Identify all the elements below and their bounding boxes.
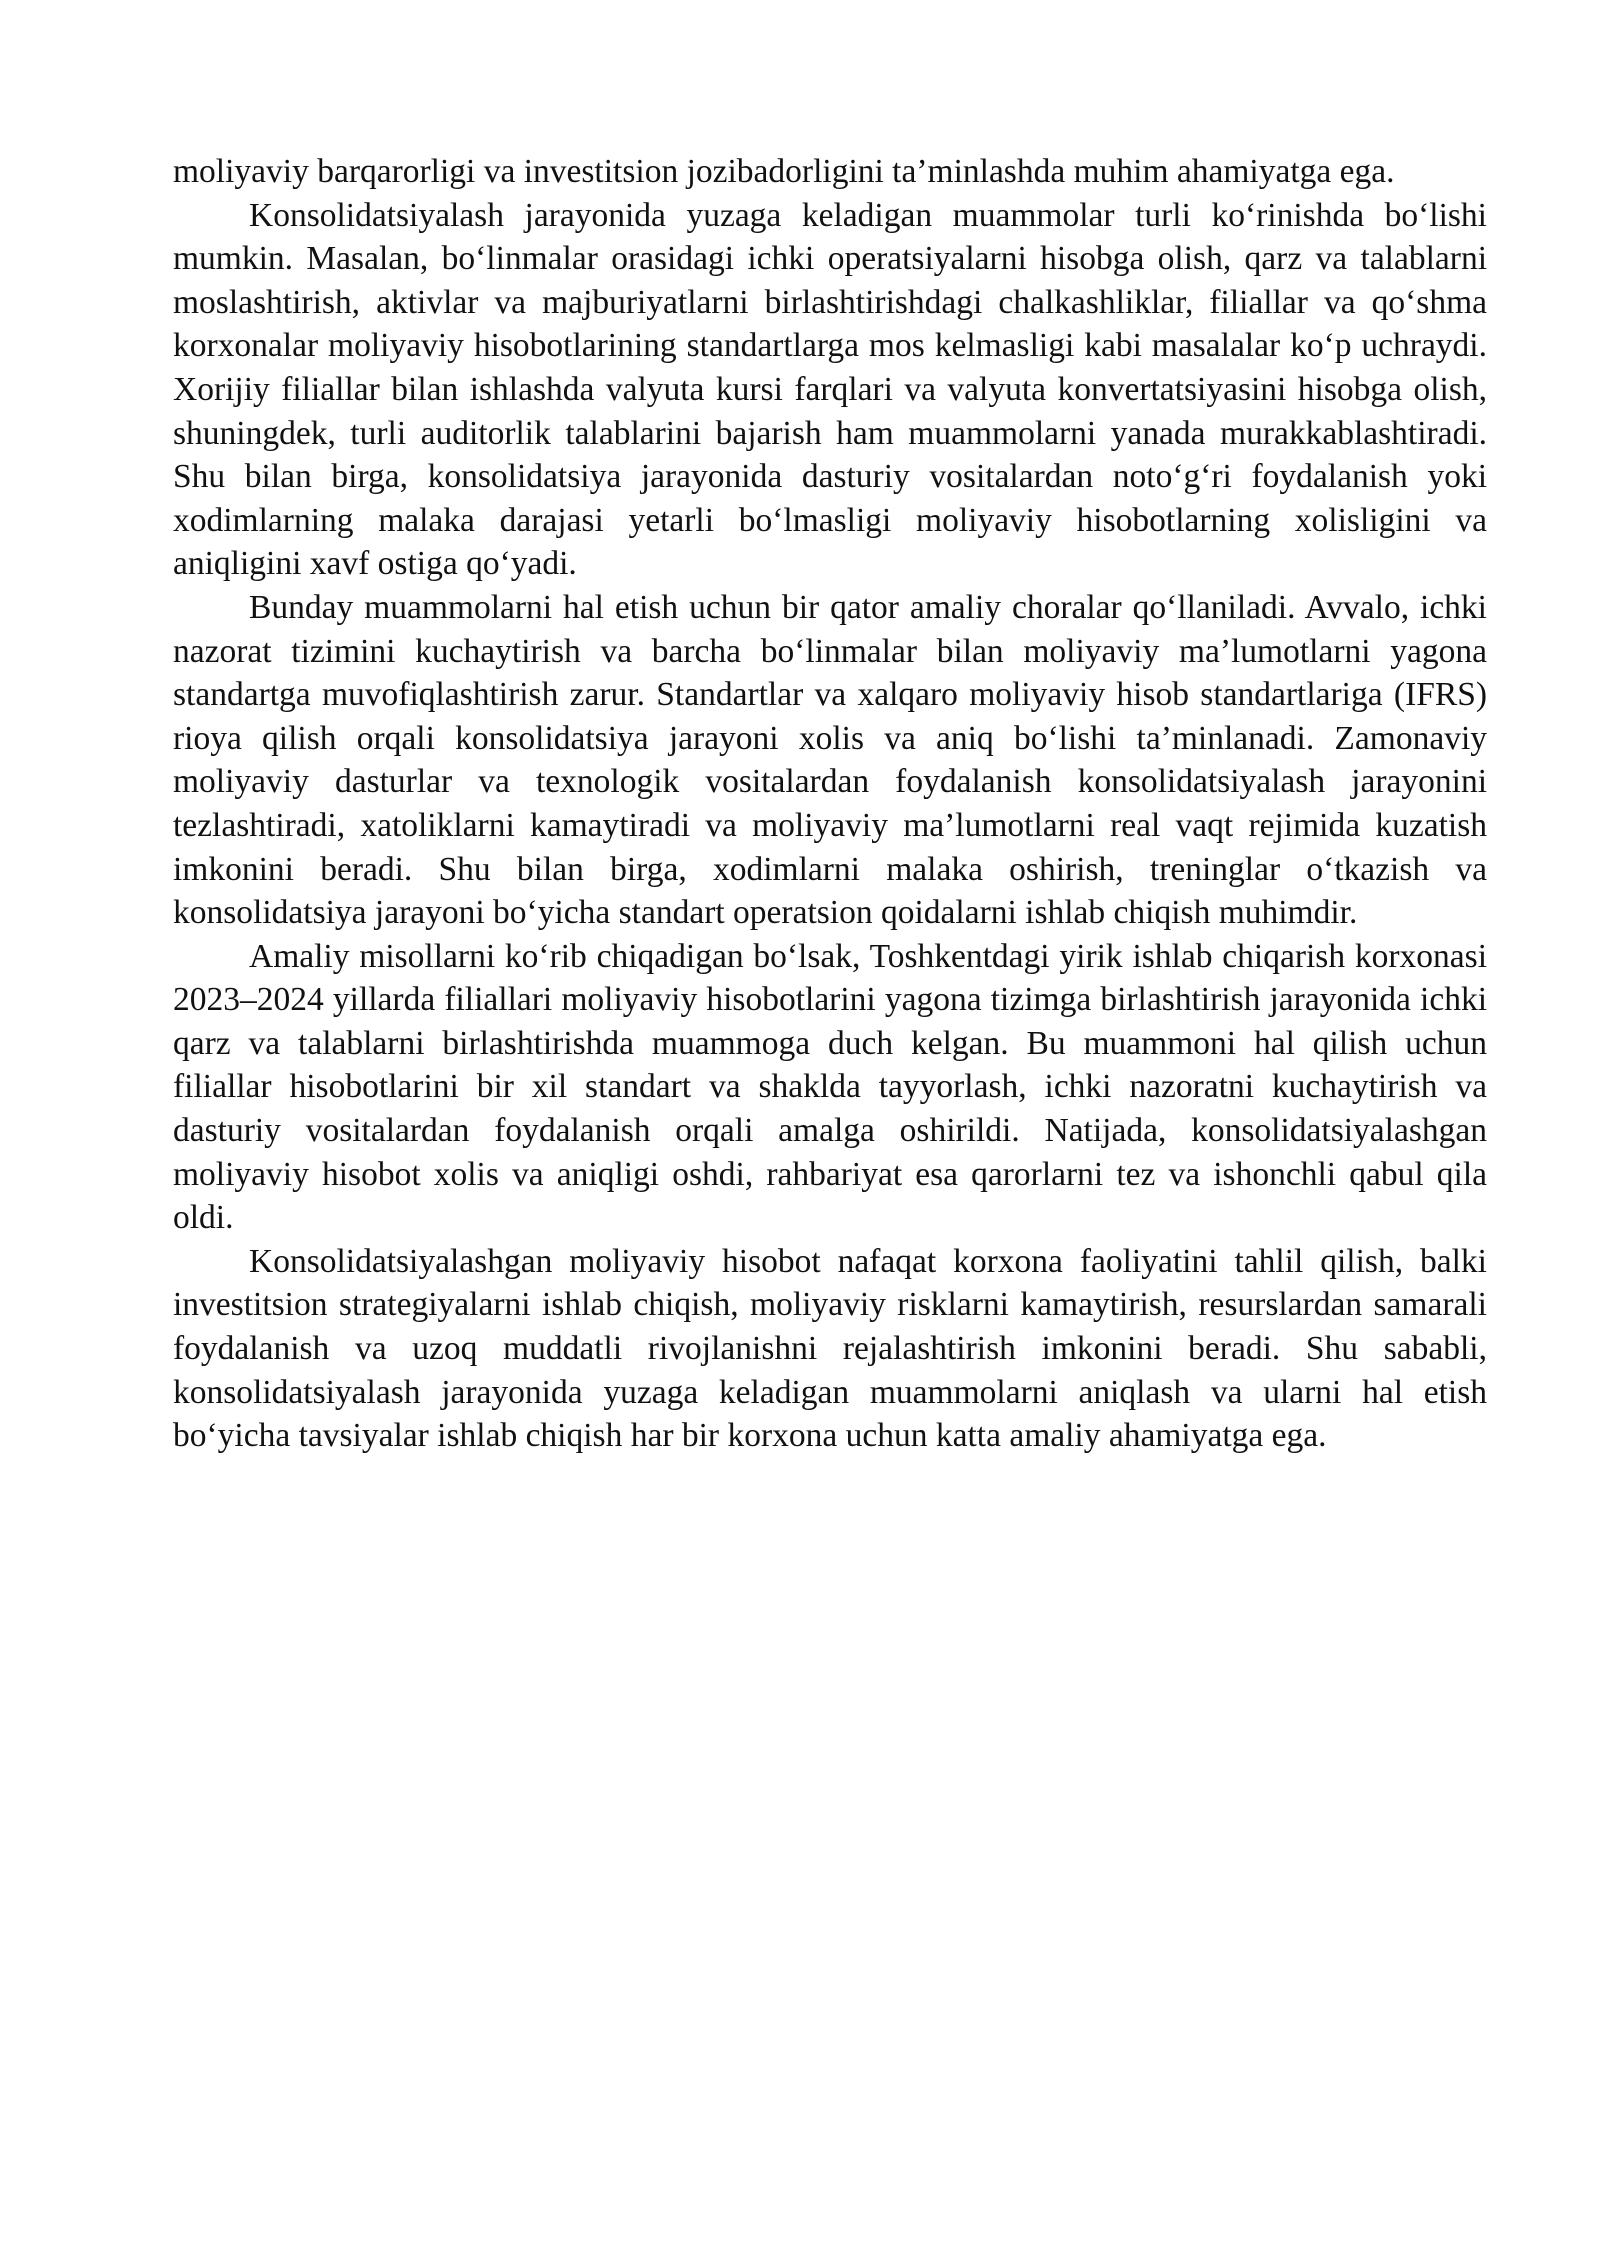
paragraph-continuation: moliyaviy barqarorligi va investitsion jozibadorligini ta’minlashda muhim ahamiyatga ega. (173, 153, 1395, 190)
paragraph-practical-example: Amaliy misollarni koʻrib chiqadigan boʻlsak, Toshkentdagi yirik ishlab chiqarish korxonasi 2023–2024 yillarda filiallari moliyaviy hisobotlarini yagona tizimga birlashtirish jarayonida ichki qarz va talablarni birlashtirishda muammoga duch kelgan. Bu muammoni hal qilish uchun filiallar hisobotlarini bir xil standart va shakldа tayyorlash, ichki nazoratni kuchaytirish va dasturiy vositalardan foydalanish orqali amalga oshirildi. Natijada, konsolidatsiyalashgan moliyaviy hisobot xolis va aniqligi oshdi, rahbariyat esa qarorlarni tez va ishonchli qabul qila oldi. (173, 937, 1487, 1237)
document-body (173, 150, 1487, 1458)
paragraph-conclusion: Konsolidatsiyalashgan moliyaviy hisobot nafaqat korxona faoliyatini tahlil qilish, balki investitsion strategiyalarni ishlab chiqish, moliyaviy risklarni kamaytirish, resurslardan samarali foydalanish va uzoq muddatli rivojlanishni rejalashtirish imkonini beradi. Shu sababli, konsolidatsiyalash jarayonida yuzaga keladigan muammolarni aniqlash va ularni hal etish boʻyicha tavsiyalar ishlab chiqish har bir korxona uchun katta amaliy ahamiyatga ega. (173, 1242, 1487, 1455)
paragraph-consolidation-problems: Konsolidatsiyalash jarayonida yuzaga keladigan muammolar turli koʻrinishda boʻlishi mumkin. Masalan, boʻlinmalar orasidagi ichki operatsiyalarni hisobga olish, qarz va talablarni moslashtirish, aktivlar va majburiyatlarni birlashtirishdagi chalkashliklar, filiallar va qoʻshma korxonalar moliyaviy hisobotlarining standartlarga mos kelmasligi kabi masalalar koʻp uchraydi. Xorijiy filiallar bilan ishlashda valyuta kursi farqlari va valyuta konvertatsiyasini hisobga olish, shuningdek, turli auditorlik talablarini bajarish ham muammolarni yanada murakkablashtiradi. Shu bilan birga, konsolidatsiya jarayonida dasturiy vositalardan notoʻgʻri foydalanish yoki xodimlarning malaka darajasi yetarli boʻlmasligi moliyaviy hisobotlarning xolisligini va aniqligini xavf ostiga qoʻyadi. (173, 196, 1487, 583)
paragraph-solutions: Bunday muammolarni hal etish uchun bir qator amaliy choralar qoʻllaniladi. Avvalo, ichki nazorat tizimini kuchaytirish va barcha boʻlinmalar bilan moliyaviy ma’lumotlarni yagona standartga muvofiqlashtirish zarur. Standartlar va xalqaro moliyaviy hisob standartlariga (IFRS) rioya qilish orqali konsolidatsiya jarayoni xolis va aniq boʻlishi ta’minlanadi. Zamonaviy moliyaviy dasturlar va texnologik vositalardan foydalanish konsolidatsiyalash jarayonini tezlashtiradi, xatoliklarni kamaytiradi va moliyaviy ma’lumotlarni real vaqt rejimida kuzatish imkonini beradi. Shu bilan birga, xodimlarni malaka oshirish, treninglar oʻtkazish va konsolidatsiya jarayoni boʻyicha standart operatsion qoidalarni ishlab chiqish muhimdir. (173, 588, 1487, 932)
